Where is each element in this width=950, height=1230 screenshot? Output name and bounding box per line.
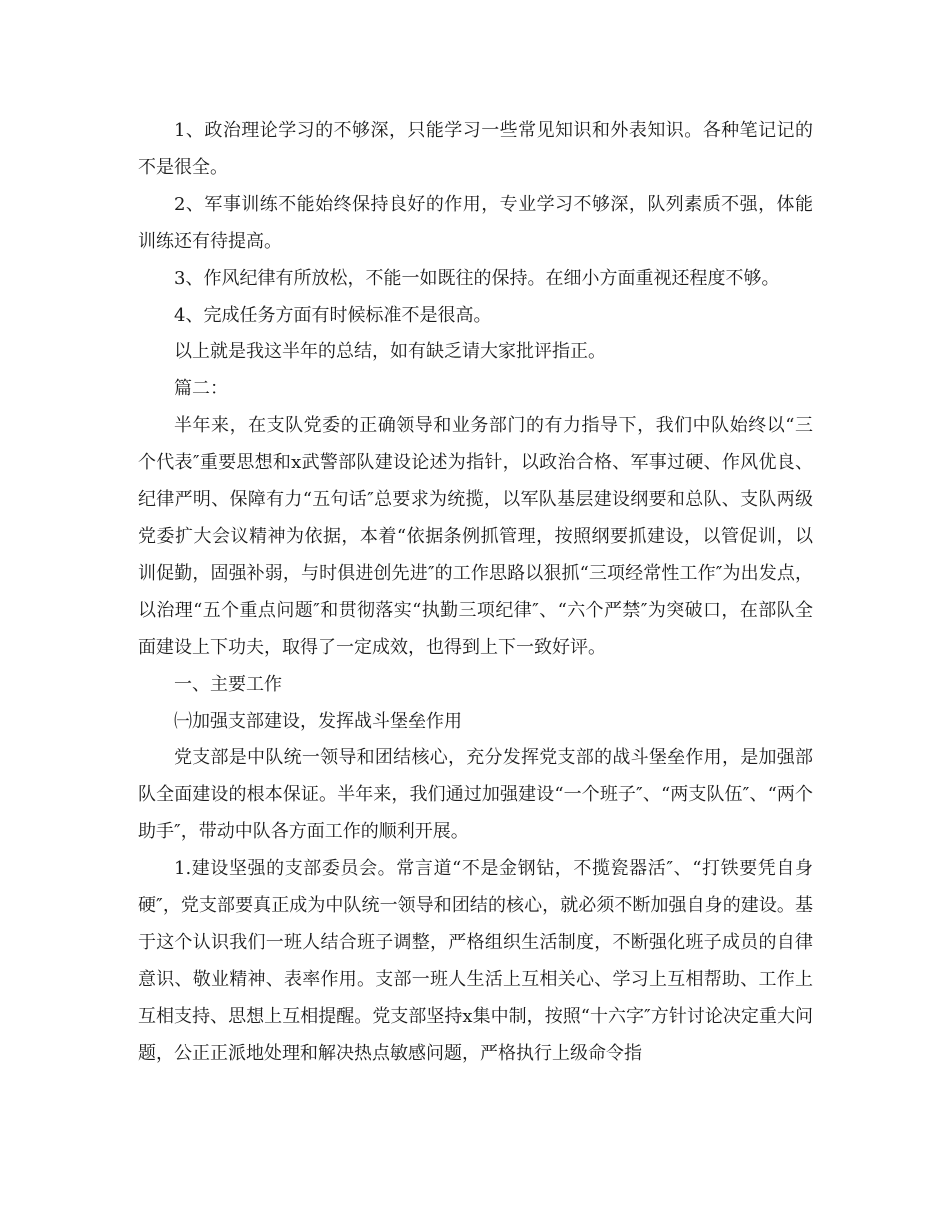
paragraph-2: 2、军事训练不能始终保持良好的作用，专业学习不够深，队列素质不强，体能训练还有待提高。 xyxy=(138,193,813,252)
document-body xyxy=(138,113,813,1073)
paragraph-3: 3、作风纪律有所放松，不能一如既往的保持。在细小方面重视还程度不够。 xyxy=(174,267,780,289)
paragraph-6: 半年来，在支队党委的正确领导和业务部门的有力指导下，我们中队始终以“三个代表″重要思想和x武警部队建设论述为指针，以政治合格、军事过硬、作风优良、纪律严明、保障有力“五句话″总要求为统揽，以军队基层建设纲要和总队、支队两级党委扩大会议精神为依据，本着“依据条例抓管理，按照纲要抓建设，以管促训，以训促勤，固强补弱，与时俱进创先进″的工作思路以狠抓“三项经常性工作″为出发点，以治理“五个重点问题″和贯彻落实“执勤三项纪律″、“六个严禁″为突破口，在部队全面建设上下功夫，取得了一定成效，也得到上下一致好评。 xyxy=(138,415,813,658)
paragraph-4: 4、完成任务方面有时候标准不是很高。 xyxy=(174,304,492,326)
paragraph-5: 以上就是我这半年的总结，如有缺乏请大家批评指正。 xyxy=(174,341,606,363)
paragraph-7: 党支部是中队统一领导和团结核心，充分发挥党支部的战斗堡垒作用，是加强部队全面建设的根本保证。半年来，我们通过加强建设“一个班子″、“两支队伍″、“两个助手″，带动中队各方面工作的顺利开展。 xyxy=(138,747,813,843)
subsection-heading-1: ㈠加强支部建设，发挥战斗堡垒作用 xyxy=(174,710,462,732)
section-heading-part-two: 篇二： xyxy=(174,378,228,400)
section-heading-main-work: 一、主要工作 xyxy=(174,673,282,695)
paragraph-8: 1.建设坚强的支部委员会。常言道“不是金钢钻，不揽瓷器活″、“打铁要凭自身硬″，党支部要真正成为中队统一领导和团结的核心，就必须不断加强自身的建设。基于这个认识我们一班人结合班子调整，严格组织生活制度，不断强化班子成员的自律意识、敬业精神、表率作用。支部一班人生活上互相关心、学习上互相帮助、工作上互相支持、思想上互相提醒。党支部坚持x集中制，按照“十六字″方针讨论决定重大问题，公正正派地处理和解决热点敏感问题，严格执行上级命令指 xyxy=(138,858,813,1064)
paragraph-1: 1、政治理论学习的不够深，只能学习一些常见知识和外表知识。各种笔记记的不是很全。 xyxy=(138,120,813,178)
